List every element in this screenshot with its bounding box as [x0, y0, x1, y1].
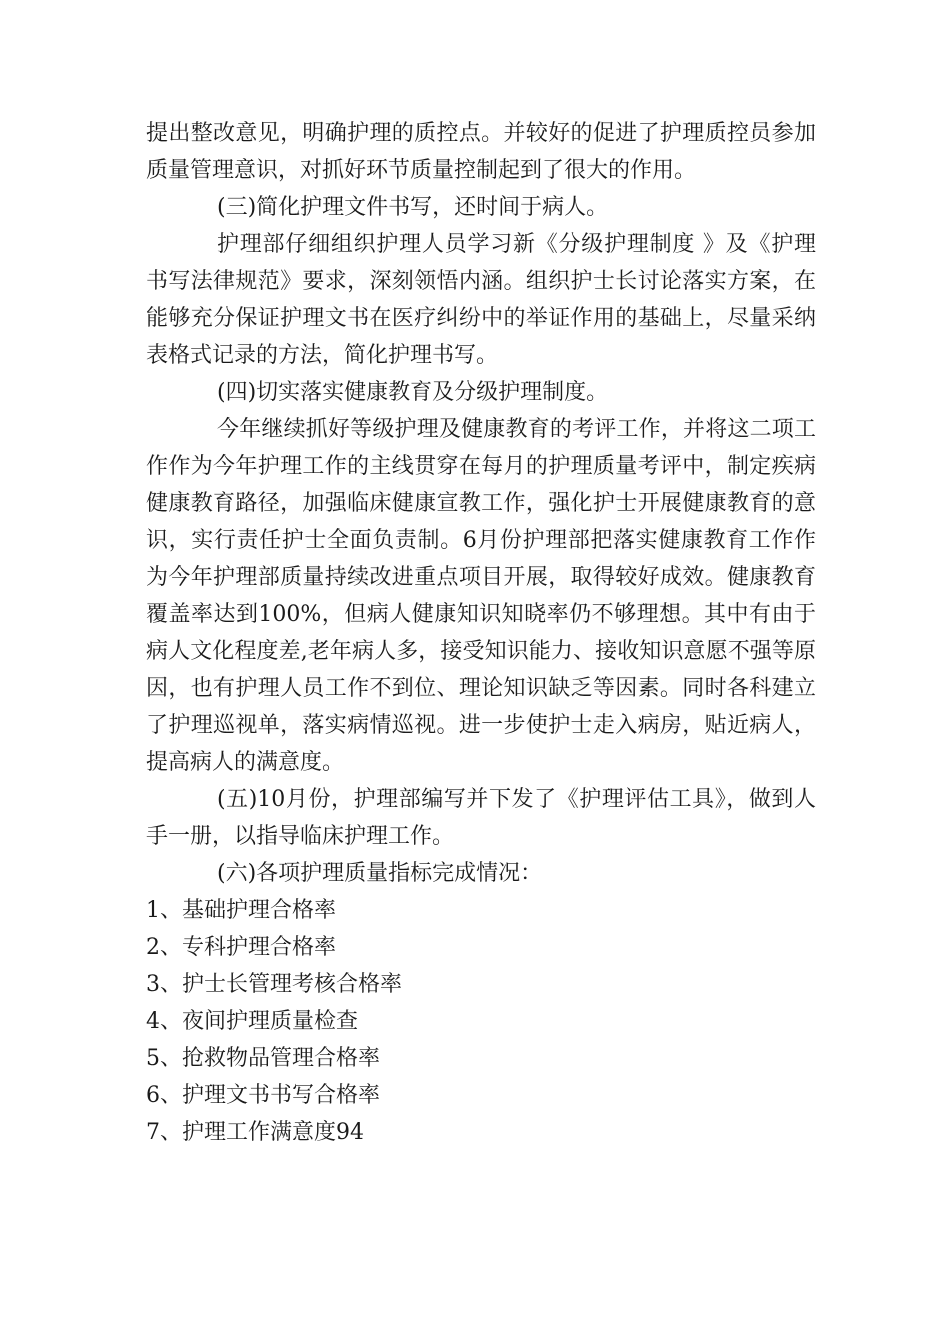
heading-simplify-writing: (三)简化护理文件书写，还时间于病人。: [217, 195, 609, 220]
list-item: 6、护理文书书写合格率: [146, 1083, 380, 1108]
paragraph-quality-control: 提出整改意见，明确护理的质控点。并较好的促进了护理质控员参加质量管理意识，对抓好环节质量控制起到了很大的作用。: [146, 121, 816, 183]
paragraph-assessment-tools: (五)10月份，护理部编写并下发了《护理评估工具》，做到人手一册，以指导临床护理工作。: [146, 787, 816, 849]
list-item: 1、基础护理合格率: [146, 898, 336, 923]
list-item: 5、抢救物品管理合格率: [146, 1046, 380, 1071]
paragraph-simplify-writing: 护理部仔细组织护理人员学习新《分级护理制度 》及《护理书写法律规范》要求，深刻领悟内涵。组织护士长讨论落实方案，在能够充分保证护理文书在医疗纠纷中的举证作用的基础上，尽量采纳表格式记录的方法，简化护理书写。: [146, 232, 816, 368]
list-item: 2、专科护理合格率: [146, 935, 336, 960]
heading-health-education: (四)切实落实健康教育及分级护理制度。: [217, 380, 609, 405]
document-body: [146, 115, 816, 1151]
paragraph-health-education: 今年继续抓好等级护理及健康教育的考评工作，并将这二项工作作为今年护理工作的主线贯穿在每月的护理质量考评中，制定疾病健康教育路径，加强临床健康宣教工作，强化护士开展健康教育的意识，实行责任护士全面负责制。6月份护理部把落实健康教育工作作为今年护理部质量持续改进重点项目开展，取得较好成效。健康教育覆盖率达到100%，但病人健康知识知晓率仍不够理想。其中有由于病人文化程度差,老年病人多，接受知识能力、接收知识意愿不强等原因，也有护理人员工作不到位、理论知识缺乏等因素。同时各科建立了护理巡视单，落实病情巡视。进一步使护士走入病房，贴近病人，提高病人的满意度。: [146, 417, 816, 775]
list-item: 3、护士长管理考核合格率: [146, 972, 402, 997]
list-item: 4、夜间护理质量检查: [146, 1009, 358, 1034]
list-item: 7、护理工作满意度94: [146, 1120, 364, 1145]
heading-quality-indicators: (六)各项护理质量指标完成情况：: [217, 861, 543, 886]
